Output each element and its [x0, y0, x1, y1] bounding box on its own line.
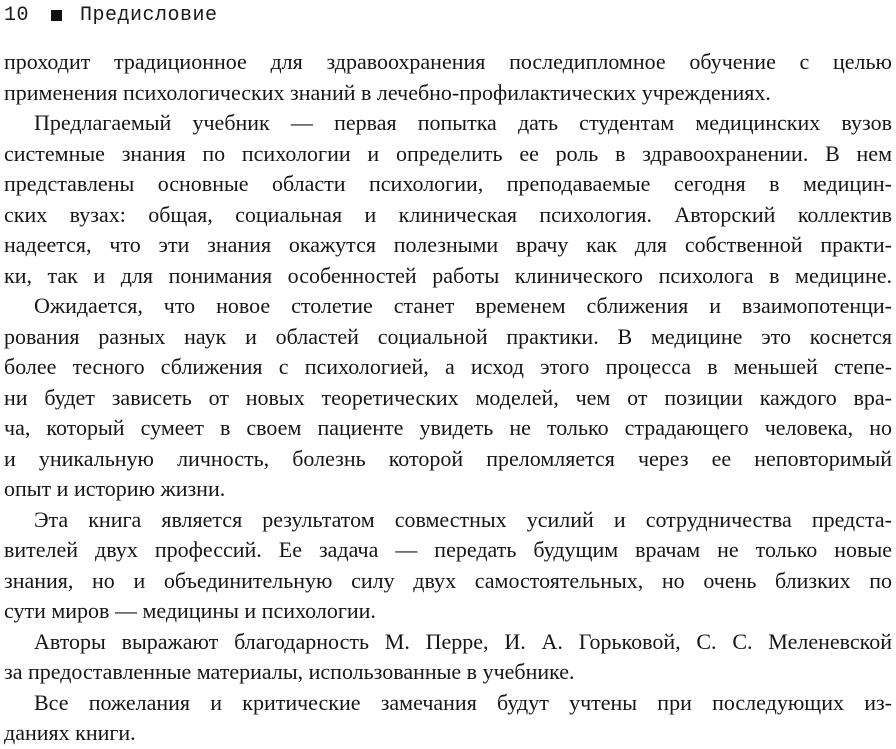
text-line: ки, так и для понимания особенностей работы клинического психолога в медицине.: [4, 262, 892, 288]
text-line: опыт и историю жизни.: [4, 476, 226, 501]
text-line: ских вузах: общая, социальная и клиническая психология. Авторский коллектив: [4, 201, 892, 227]
paragraph: [4, 108, 892, 291]
text-line: надеется, что эти знания окажутся полезными врачу как для собственной практи-: [4, 232, 892, 257]
text-line: Ожидается, что новое столетие станет временем сближения и взаимопотенци-: [34, 293, 892, 318]
section-title: Предисловие: [80, 3, 218, 27]
text-line: и уникальную личность, болезнь которой преломляется через ее неповторимый: [4, 445, 892, 471]
text-line: рования разных наук и областей социальной практики. В медицине это коснется: [4, 323, 892, 349]
text-line: представлены основные области психологии, преподаваемые сегодня в медицин-: [4, 171, 892, 196]
text-line: Предлагаемый учебник — первая попытка дать студентам медицинских вузов: [34, 110, 892, 135]
paragraph: [4, 291, 892, 505]
text-line: ча, который сумеет в своем пациенте увидеть не только страдающего человека, но: [4, 415, 892, 440]
body-text: [4, 47, 892, 749]
paragraph: [4, 47, 892, 108]
text-line: более тесного сближения с психологией, а исход этого процесса в меньшей степе-: [4, 354, 892, 379]
text-line: системные знания по психологии и определить ее роль в здравоохранении. В нем: [4, 140, 892, 166]
square-bullet-icon: [51, 10, 62, 21]
text-line: за предоставленные материалы, использованные в учебнике.: [4, 659, 575, 684]
paragraph: [4, 627, 892, 688]
running-head: [4, 3, 218, 27]
paragraph: [4, 688, 892, 749]
text-line: знания, но и объединительную силу двух самостоятельных, но очень близких по: [4, 567, 892, 593]
paragraph: [4, 505, 892, 627]
text-line: Все пожелания и критические замечания будут учтены при последующих из-: [34, 689, 892, 715]
text-line: применения психологических знаний в лечебно-профилактических учреждениях.: [4, 79, 771, 105]
text-line: вителей двух профессий. Ее задача — передать будущим врачам не только новые: [4, 537, 892, 562]
page-number: 10: [4, 3, 30, 27]
text-line: ни будет зависеть от новых теоретических моделей, чем от позиции каждого вра-: [4, 384, 892, 410]
text-line: Авторы выражают благодарность М. Перре, И. А. Горьковой, С. С. Меленевской: [34, 628, 892, 654]
text-line: даниях книги.: [4, 720, 136, 745]
text-line: проходит традиционное для здравоохранения последипломное обучение с целью: [4, 49, 892, 74]
text-line: сути миров — медицины и психологии.: [4, 598, 376, 623]
text-line: Эта книга является результатом совместных усилий и сотрудничества предста-: [34, 506, 892, 532]
